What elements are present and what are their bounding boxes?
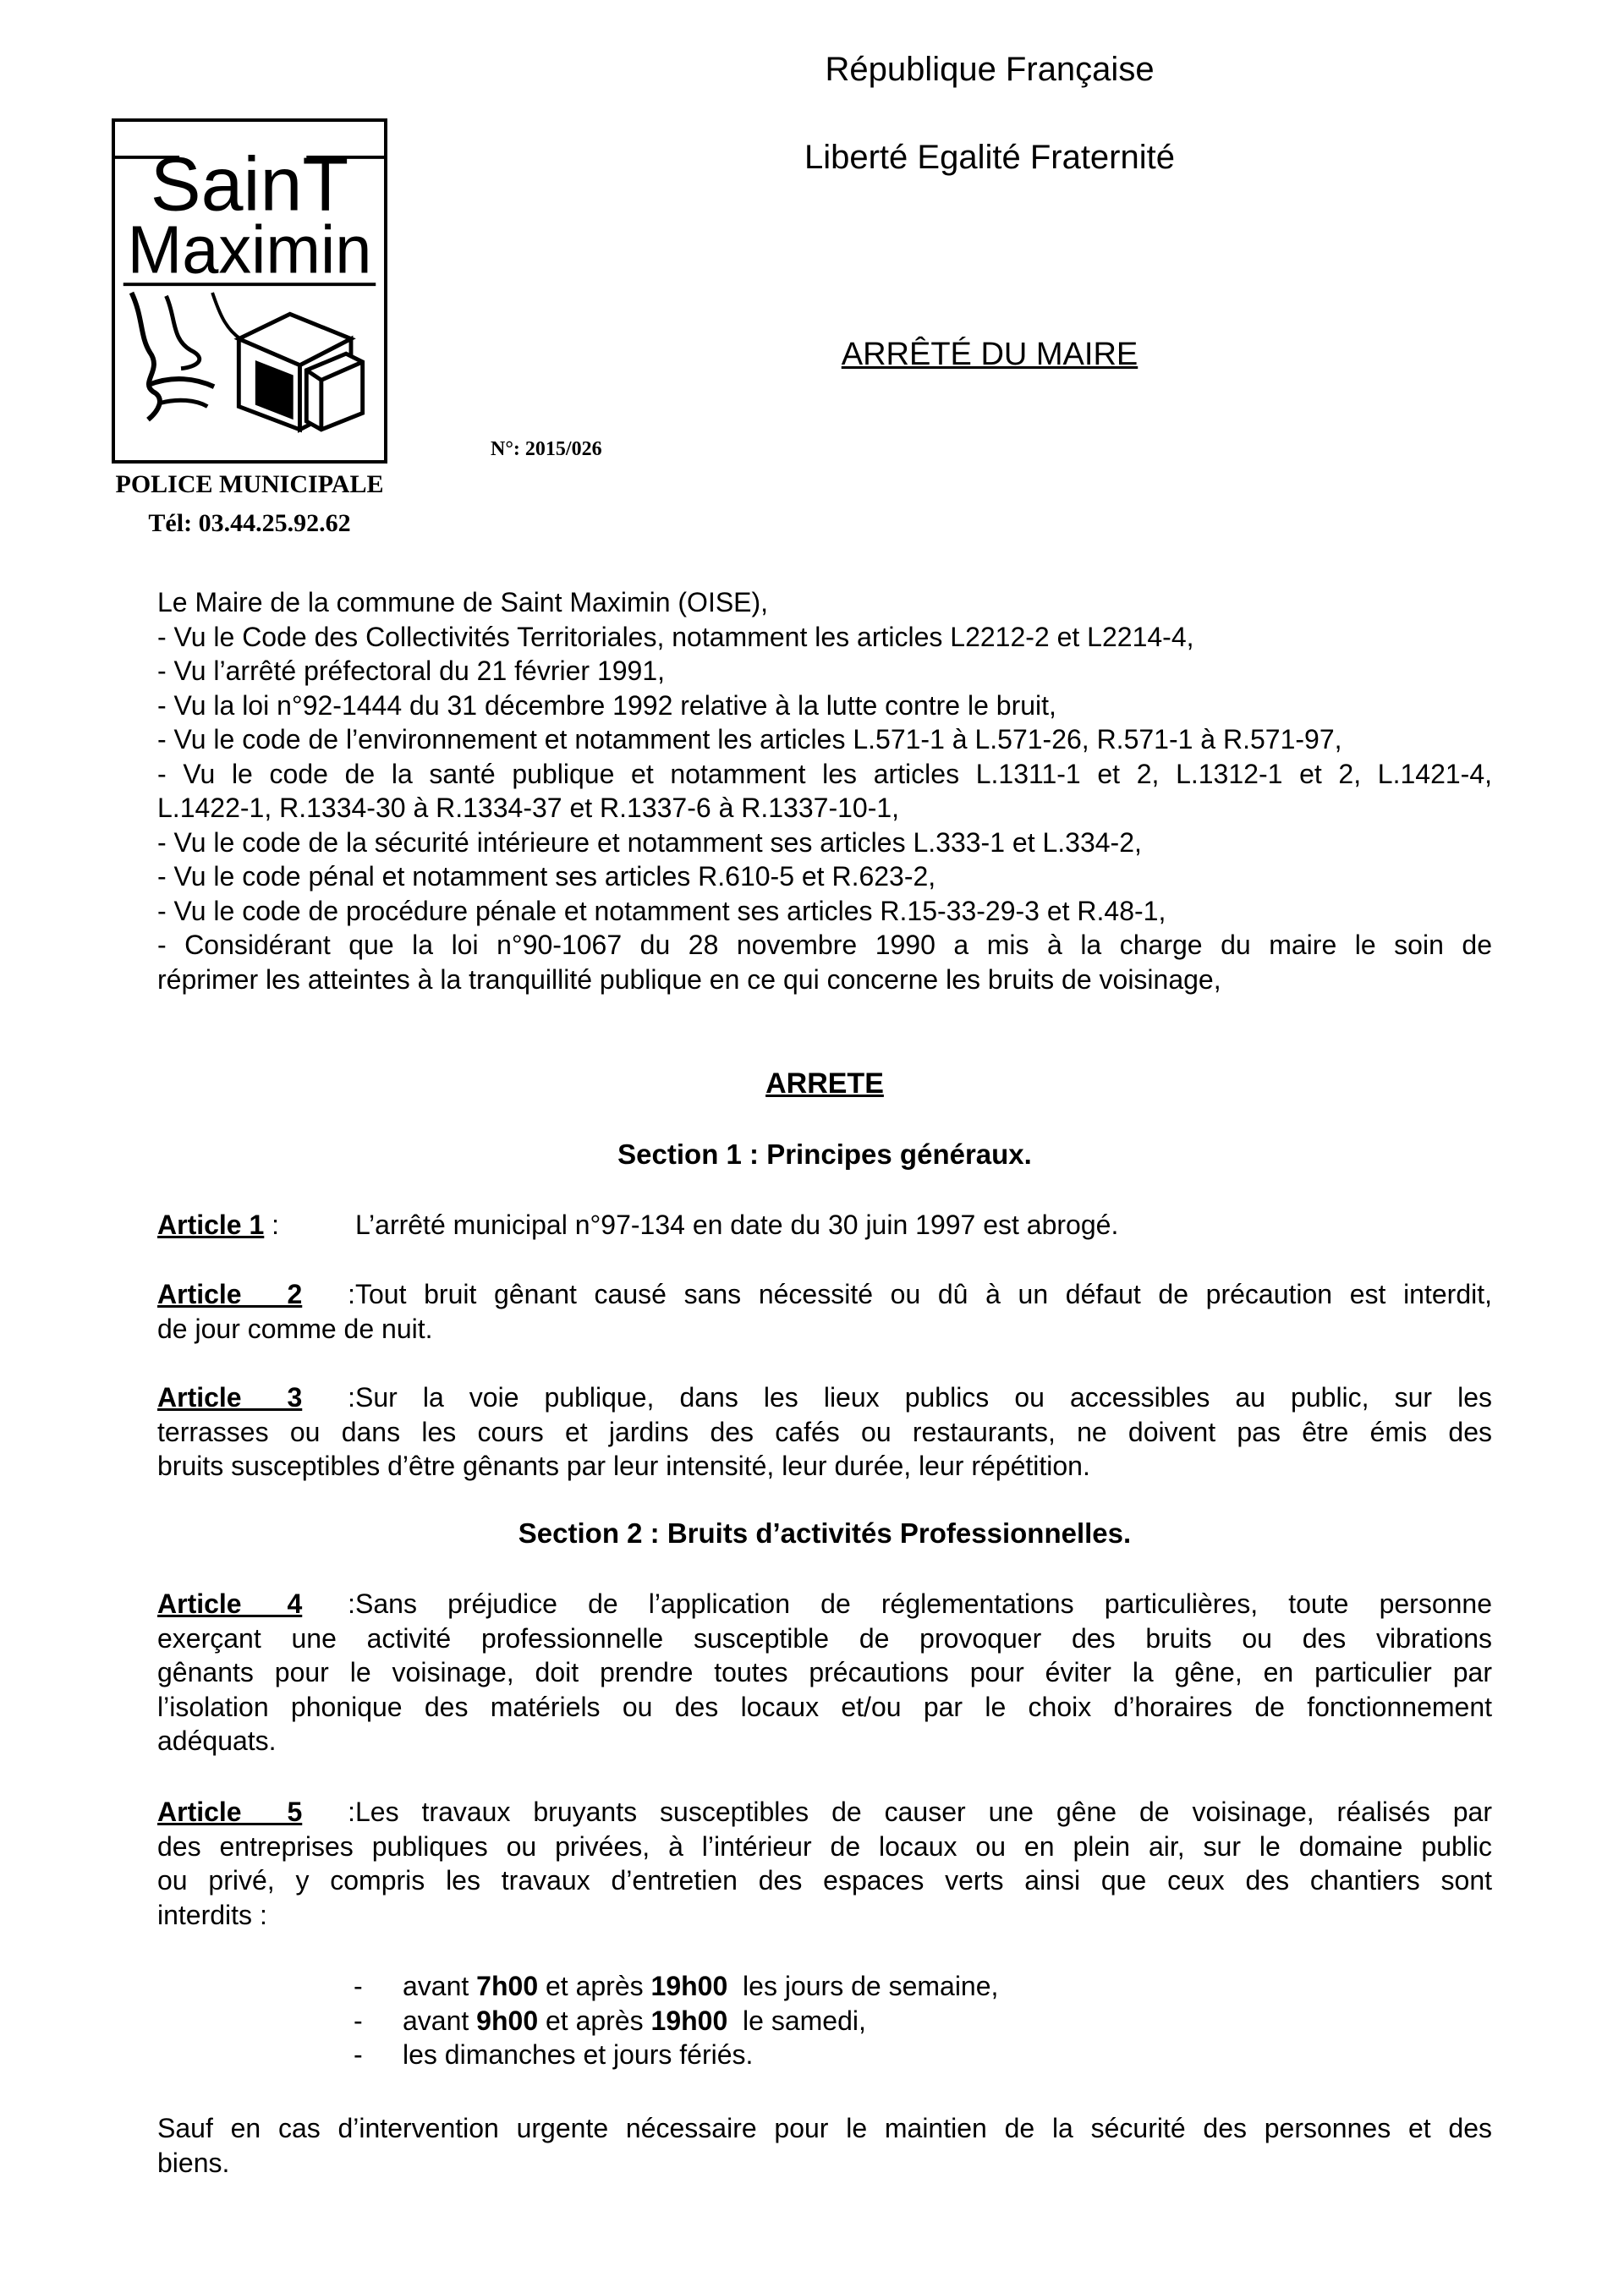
article-3-label: Article 3 (157, 1382, 303, 1413)
article-5-text: Les travaux bruyants susceptibles de causer une gêne de voisinage, réalisés par (355, 1797, 1492, 1827)
article-1-label: Article 1 (157, 1210, 265, 1240)
list-dash: - (354, 2005, 363, 2036)
document-title: ARRÊTÉ DU MAIRE (841, 337, 1138, 372)
article-2 (157, 1277, 1492, 1346)
closing-line: biens. (157, 2147, 230, 2178)
schedule-time: 19h00 (650, 2005, 728, 2036)
preamble-line: - Vu le code de procédure pénale et notamment ses articles R.15-33-29-3 et R.48-1, (157, 895, 1166, 926)
article-5-text: ou privé, y compris les travaux d’entretien des espaces verts ainsi que ceux des chantiers sont (157, 1865, 1492, 1896)
schedule-item (354, 1969, 998, 2004)
schedule-list (354, 1969, 998, 2072)
article-5-label: Article 5 (157, 1797, 303, 1827)
schedule-item (354, 2038, 998, 2072)
article-1 (157, 1208, 1492, 1243)
schedule-item (354, 2004, 998, 2038)
article-2-label: Article 2 (157, 1279, 303, 1309)
article-3 (157, 1380, 1492, 1484)
preamble-line: - Vu le Code des Collectivités Territoriales, notamment les articles L2212-2 et L2214-4, (157, 621, 1194, 652)
closing-paragraph (157, 2111, 1492, 2180)
saint-maximin-logo (112, 118, 387, 464)
schedule-text: avant (403, 2005, 477, 2036)
list-dash: - (354, 2039, 363, 2070)
republic-heading: République Française (825, 51, 1155, 88)
article-5-text: des entreprises publiques ou privées, à l’intérieur de locaux ou en plein air, sur le domaine public (157, 1830, 1492, 1862)
preamble-line: réprimer les atteintes à la tranquillité publique en ce qui concerne les bruits de voisinage, (157, 963, 1221, 995)
preamble-line: - Vu le code de la santé publique et notamment les articles L.1311-1 et 2, L.1312-1 et 2, L.1421-4, (157, 758, 1492, 789)
preamble-line: - Vu la loi n°92-1444 du 31 décembre 1992 relative à la lutte contre le bruit, (157, 689, 1056, 721)
article-1-colon: : (264, 1210, 280, 1240)
section-2-heading: Section 2 : Bruits d’activités Professionnelles. (518, 1517, 1132, 1549)
preamble-line: - Considérant que la loi n°90-1067 du 28 novembre 1990 a mis à la charge du maire le soin de (157, 930, 1492, 960)
article-3-text: terrasses ou dans les cours et jardins des cafés ou restaurants, ne doivent pas être émis des (157, 1416, 1492, 1447)
decree-number: N°: 2015/026 (491, 438, 602, 460)
article-1-text: L’arrêté municipal n°97-134 en date du 30 juin 1997 est abrogé. (355, 1210, 1119, 1240)
article-2-colon: : (302, 1279, 355, 1309)
schedule-text: le samedi, (727, 2005, 866, 2036)
police-phone: Tél: 03.44.25.92.62 (148, 509, 351, 537)
article-5-colon: : (302, 1797, 355, 1827)
schedule-text: et après (538, 1971, 651, 2001)
republic-motto: Liberté Egalité Fraternité (804, 139, 1175, 176)
article-2-text: de jour comme de nuit. (157, 1313, 433, 1344)
schedule-time: 7h00 (476, 1971, 539, 2001)
preamble-line: - Vu l’arrêté préfectoral du 21 février 1991, (157, 656, 666, 686)
preamble (157, 585, 1492, 996)
preamble-line: - Vu le code pénal et notamment ses articles R.610-5 et R.623-2, (157, 861, 936, 892)
preamble-line: L.1422-1, R.1334-30 à R.1334-37 et R.1337-6 à R.1337-10-1, (157, 793, 900, 823)
arrete-heading: ARRETE (765, 1067, 884, 1100)
preamble-line: - Vu le code de l’environnement et notamment les articles L.571-1 à L.571-26, R.571-1 à R.571-97, (157, 724, 1342, 754)
list-dash: - (354, 1971, 363, 2001)
police-municipale-label: POLICE MUNICIPALE (115, 470, 384, 498)
article-4-text: Sans préjudice de l’application de réglementations particulières, toute personne (355, 1588, 1492, 1619)
article-3-text: Sur la voie publique, dans les lieux publics ou accessibles au public, sur les (355, 1382, 1492, 1413)
schedule-text: et après (538, 2005, 651, 2036)
logo-text-maximin: Maximin (127, 211, 372, 288)
schedule-text: les dimanches et jours fériés. (403, 2039, 754, 2070)
article-4-text: gênants pour le voisinage, doit prendre toutes précautions pour éviter la gêne, en particulier par (157, 1657, 1492, 1687)
preamble-line: - Vu le code de la sécurité intérieure et notamment ses articles L.333-1 et L.334-2, (157, 826, 1142, 858)
logo-artwork (115, 122, 384, 460)
article-5-text: interdits : (157, 1899, 267, 1930)
section-1-heading: Section 1 : Principes généraux. (617, 1138, 1032, 1170)
logo-text-saint: SainT (150, 142, 349, 228)
schedule-time: 19h00 (650, 1971, 728, 2001)
schedule-text: les jours de semaine, (727, 1971, 999, 2001)
article-4-label: Article 4 (157, 1588, 303, 1619)
article-4-colon: : (302, 1588, 355, 1619)
article-3-colon: : (302, 1382, 355, 1413)
article-5 (157, 1795, 1492, 1932)
article-4 (157, 1587, 1492, 1759)
schedule-time: 9h00 (476, 2005, 539, 2036)
article-4-text: l’isolation phonique des matériels ou des locaux et/ou par le choix d’horaires de fonctionnement (157, 1691, 1492, 1722)
schedule-text: avant (403, 1971, 477, 2001)
article-4-text: exerçant une activité professionnelle susceptible de provoquer des bruits ou des vibrations (157, 1622, 1492, 1654)
closing-line: Sauf en cas d’intervention urgente nécessaire pour le maintien de la sécurité des personnes et des (157, 2113, 1492, 2143)
preamble-line: Le Maire de la commune de Saint Maximin (OISE), (157, 587, 769, 617)
article-2-text: Tout bruit gênant causé sans nécessité ou dû à un défaut de précaution est interdit, (355, 1279, 1492, 1309)
article-3-text: bruits susceptibles d’être gênants par leur intensité, leur durée, leur répétition. (157, 1451, 1090, 1481)
article-4-text: adéquats. (157, 1726, 277, 1756)
